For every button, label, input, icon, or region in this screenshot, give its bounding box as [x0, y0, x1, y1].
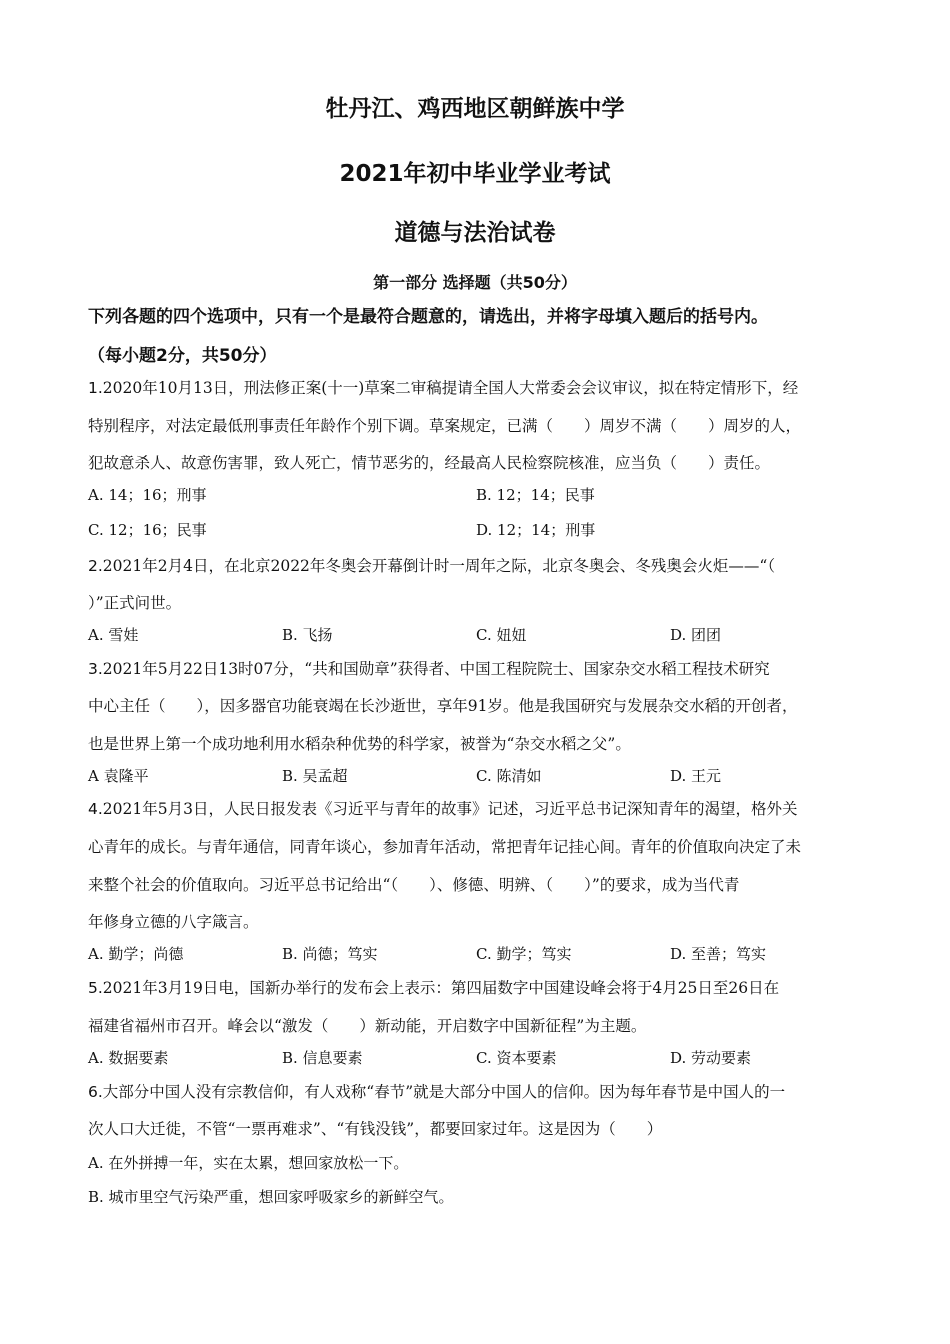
- question-number: 6.: [88, 1083, 103, 1101]
- question-4-line: 来整个社会的价值取向。习近平总书记给出“（ ）、修德、明辨、（ ）”的要求，成为当代青: [88, 876, 740, 894]
- question-4-line: 年修身立德的八字箴言。: [88, 913, 259, 931]
- score-note: （每小题2分，共50分）: [88, 346, 277, 366]
- option-c: C. 12；16；民事: [88, 521, 207, 539]
- part-heading: 第一部分 选择题（共50分）: [373, 273, 577, 292]
- question-1-line: 犯故意杀人、故意伤害罪，致人死亡，情节恶劣的，经最高人民检察院核准，应当负（ ）责任。: [88, 454, 771, 472]
- question-number: 3.: [88, 660, 103, 678]
- question-text: 2021年3月19日电，国新办举行的发布会上表示：第四届数字中国建设峰会将于4月25日至26日在: [102, 979, 780, 997]
- question-text: 2021年2月4日，在北京2022年冬奥会开幕倒计时一周年之际，北京冬奥会、冬残奥会火炬——“（: [102, 557, 776, 575]
- option-c: C. 妞妞: [476, 626, 527, 644]
- option-a: A. 勤学；尚德: [88, 945, 184, 963]
- option-c: C. 陈清如: [476, 767, 542, 785]
- question-1-line: [88, 376, 798, 398]
- question-text: 2020年10月13日，刑法修正案(十一)草案二审稿提请全国人大常委会会议审议，拟在特定情形下，经: [102, 379, 799, 397]
- question-2-line: [88, 554, 775, 576]
- exam-title-year: 2021年初中毕业学业考试: [339, 161, 611, 187]
- option-a: A 袁隆平: [88, 767, 149, 785]
- question-number: 2.: [88, 557, 103, 575]
- option-c: C. 资本要素: [476, 1049, 557, 1067]
- question-5-line: [88, 976, 779, 998]
- exam-title-subject: 道德与法治试卷: [394, 220, 556, 246]
- question-3-line: 也是世界上第一个成功地利用水稻杂种优势的科学家，被誉为“杂交水稻之父”。: [88, 735, 631, 753]
- question-4-line: 心青年的成长。与青年通信，同青年谈心，参加青年活动，常把青年记挂心间。青年的价值取向决定了未: [88, 838, 802, 856]
- question-3-line: 中心主任（ ），因多器官功能衰竭在长沙逝世，享年91岁。他是我国研究与发展杂交水稻的开创者，: [88, 697, 798, 715]
- option-a: A. 数据要素: [88, 1049, 169, 1067]
- option-b: B. 城市里空气污染严重，想回家呼吸家乡的新鲜空气。: [88, 1188, 454, 1206]
- option-d: D. 劳动要素: [670, 1049, 752, 1067]
- question-text: 2021年5月3日，人民日报发表《习近平与青年的故事》记述，习近平总书记深知青年的渴望，格外关: [102, 800, 798, 818]
- option-b: B. 飞扬: [282, 626, 333, 644]
- option-d: D. 至善；笃实: [670, 945, 767, 963]
- question-text: 大部分中国人没有宗教信仰，有人戏称“春节”就是大部分中国人的信仰。因为每年春节是中国人的一: [102, 1083, 786, 1101]
- option-b: B. 尚德；笃实: [282, 945, 378, 963]
- question-6-line: [88, 1080, 785, 1102]
- question-number: 4.: [88, 800, 103, 818]
- option-a: A. 在外拼搏一年，实在太累，想回家放松一下。: [88, 1154, 409, 1172]
- question-number: 1.: [88, 379, 103, 397]
- option-d: D. 团团: [670, 626, 722, 644]
- option-c: C. 勤学；笃实: [476, 945, 572, 963]
- question-4-line: [88, 797, 797, 819]
- option-b: B. 信息要素: [282, 1049, 363, 1067]
- option-a: A. 雪娃: [88, 626, 139, 644]
- question-1-line: 特别程序，对法定最低刑事责任年龄作个别下调。草案规定，已满（ ）周岁不满（ ）周岁的人，: [88, 417, 802, 435]
- option-d: D. 12；14；刑事: [476, 521, 596, 539]
- question-number: 5.: [88, 979, 103, 997]
- exam-title-school: 牡丹江、鸡西地区朝鲜族中学: [325, 96, 625, 122]
- question-text: 2021年5月22日13时07分，“共和国勋章”获得者、中国工程院院士、国家杂交水稻工程技术研究: [102, 660, 770, 678]
- question-5-line: 福建省福州市召开。峰会以“激发（ ）新动能，开启数字中国新征程”为主题。: [88, 1017, 647, 1035]
- option-a: A. 14；16；刑事: [88, 486, 207, 504]
- question-3-line: [88, 657, 770, 679]
- question-2-line: ）”正式问世。: [88, 594, 182, 612]
- question-6-line: 次人口大迁徙，不管“一票再难求”、“有钱没钱”，都要回家过年。这是因为（ ）: [88, 1120, 663, 1138]
- option-b: B. 12；14；民事: [476, 486, 595, 504]
- option-b: B. 吴孟超: [282, 767, 348, 785]
- instruction-text: 下列各题的四个选项中，只有一个是最符合题意的，请选出，并将字母填入题后的括号内。: [88, 307, 768, 327]
- option-d: D. 王元: [670, 767, 722, 785]
